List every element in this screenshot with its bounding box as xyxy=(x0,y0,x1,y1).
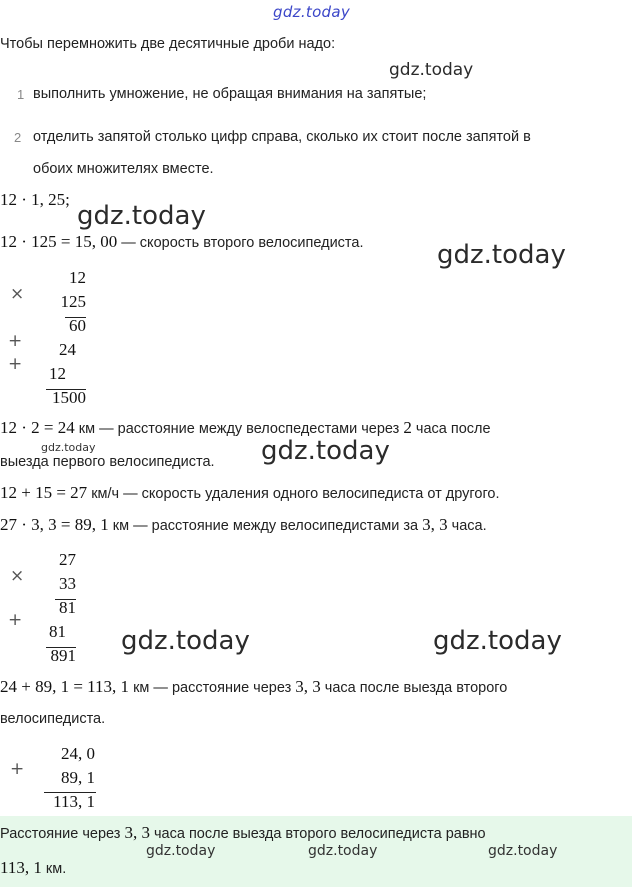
line-text: велосипедиста. xyxy=(0,711,106,727)
line-text: км — расстояние между велоспедестами через xyxy=(74,421,404,437)
intro-text: Чтобы перемножить две десятичные дроби надо: xyxy=(0,36,336,52)
line-text: часа. xyxy=(447,518,487,534)
calc-partial: 81 xyxy=(49,622,66,641)
calc-operand: 89, 1 xyxy=(61,768,95,787)
watermark: gdz.today xyxy=(437,240,566,270)
watermark-top: gdz.today xyxy=(273,3,351,21)
watermark: gdz.today xyxy=(146,843,216,859)
list-number: 2 xyxy=(14,130,22,145)
math-expression: 3, 3 xyxy=(422,515,448,534)
plus-sign: + xyxy=(10,759,25,779)
solution-line xyxy=(0,232,364,252)
answer-line xyxy=(0,858,66,878)
math-expression: 12 · 2 = 24 xyxy=(0,418,75,437)
line-text: часа после выезда второго xyxy=(320,680,508,696)
math-expression: 12 · 125 = 15, 00 xyxy=(0,232,118,251)
watermark: gdz.today xyxy=(261,436,390,466)
math-expression: 3, 3 xyxy=(124,823,150,842)
plus-sign: + xyxy=(8,610,23,630)
calc-partial: 60 xyxy=(69,316,86,335)
calc-operand: 33 xyxy=(59,574,76,593)
plus-sign: + xyxy=(8,331,23,351)
math-expression: 24 + 89, 1 = 113, 1 xyxy=(0,677,130,696)
math-expression: 27 · 3, 3 = 89, 1 xyxy=(0,515,109,534)
list-item: отделить запятой столько цифр справа, сколько их стоит после запятой в xyxy=(33,129,531,145)
watermark: gdz.today xyxy=(488,843,558,859)
line-text: часа после xyxy=(411,421,491,437)
solution-line xyxy=(0,677,507,697)
plus-sign: + xyxy=(8,354,23,374)
answer-text: км. xyxy=(41,861,67,877)
list-item: выполнить умножение, не обращая внимания на запятые; xyxy=(33,86,427,102)
multiply-sign: × xyxy=(10,284,25,304)
solution-line xyxy=(0,515,487,535)
line-text: км/ч — скорость удаления одного велосипедиста от другого. xyxy=(87,486,500,502)
math-expression: 12 · 1, 25; xyxy=(0,190,70,209)
line-text: выезда первого велосипедиста. xyxy=(0,454,215,470)
calc-result: 891 xyxy=(50,646,76,665)
line-text: км — расстояние между велосипедистами за xyxy=(108,518,423,534)
calc-partial: 12 xyxy=(49,364,66,383)
multiply-sign: × xyxy=(10,566,25,586)
watermark: gdz.today xyxy=(77,201,206,231)
line-text: км — расстояние через xyxy=(129,680,296,696)
list-item: обоих множителях вместе. xyxy=(33,161,214,177)
list-number: 1 xyxy=(17,87,25,102)
calc-partial: 24 xyxy=(59,340,76,359)
calc-operand: 12 xyxy=(69,268,86,287)
solution-line xyxy=(0,418,491,438)
watermark: gdz.today xyxy=(41,441,96,454)
solution-line xyxy=(0,483,500,503)
watermark: gdz.today xyxy=(389,60,474,80)
calc-result: 1500 xyxy=(52,388,86,407)
watermark: gdz.today xyxy=(121,626,250,656)
answer-text: часа после выезда второго велосипедиста равно xyxy=(149,826,486,842)
watermark: gdz.today xyxy=(308,843,378,859)
calc-operand: 27 xyxy=(59,550,76,569)
math-expression: 3, 3 xyxy=(295,677,321,696)
math-expression: 2 xyxy=(403,418,412,437)
calc-operand: 125 xyxy=(60,292,86,311)
calc-result: 113, 1 xyxy=(53,792,95,811)
math-expression: 113, 1 xyxy=(0,858,42,877)
line-text: — скорость второго велосипедиста. xyxy=(117,235,364,251)
watermark: gdz.today xyxy=(433,626,562,656)
calc-operand: 24, 0 xyxy=(61,744,95,763)
answer-box xyxy=(0,816,632,887)
answer-line xyxy=(0,823,486,843)
answer-text: Расстояние через xyxy=(0,826,125,842)
math-expression: 12 + 15 = 27 xyxy=(0,483,88,502)
calc-partial: 81 xyxy=(59,598,76,617)
